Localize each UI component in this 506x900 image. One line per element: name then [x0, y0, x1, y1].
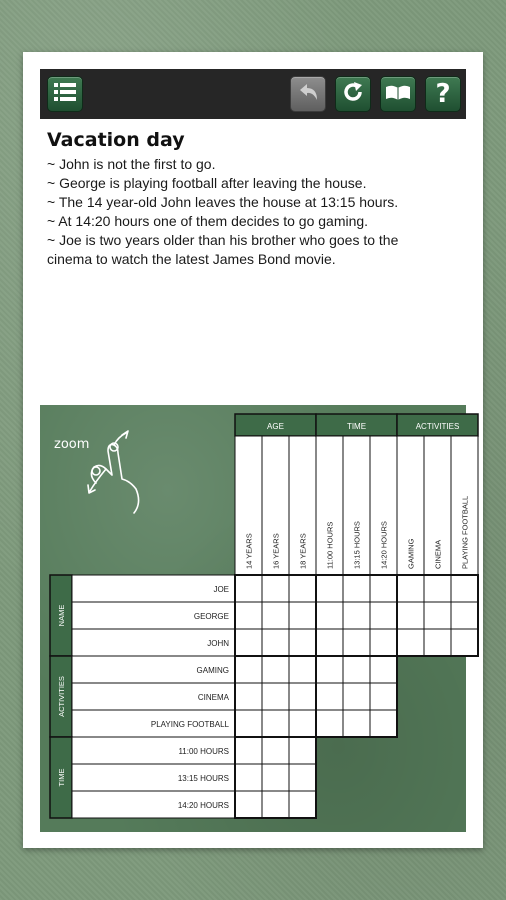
grid-cell[interactable] [370, 656, 397, 683]
clue-line: ~ John is not the first to go. [47, 156, 216, 172]
grid-cell[interactable] [397, 629, 424, 656]
column-group-label: ACTIVITIES [415, 422, 460, 431]
grid-cell[interactable] [343, 656, 370, 683]
logic-grid-board [40, 405, 470, 832]
clue-line: ~ Joe is two years older than his brother who goes to the [47, 232, 399, 248]
column-label: 13:15 HOURS [352, 521, 362, 569]
row-label: 11:00 HOURS [178, 747, 229, 756]
column-label: 18 YEARS [298, 533, 308, 569]
grid-cell[interactable] [289, 683, 316, 710]
list-icon [54, 82, 76, 106]
row-label: 14:20 HOURS [177, 801, 229, 810]
clue-line: cinema to watch the latest James Bond movie. [47, 251, 336, 267]
grid-cell[interactable] [289, 629, 316, 656]
grid-cell[interactable] [370, 683, 397, 710]
grid-cell[interactable] [316, 656, 343, 683]
grid-cell[interactable] [343, 575, 370, 602]
row-label: JOE [213, 585, 229, 594]
grid-cell[interactable] [343, 683, 370, 710]
grid-cell[interactable] [370, 575, 397, 602]
grid-cell[interactable] [289, 656, 316, 683]
puzzle-title: Vacation day [47, 129, 185, 151]
grid-cell[interactable] [289, 764, 316, 791]
row-group-label: ACTIVITIES [57, 676, 66, 717]
grid-cell[interactable] [424, 602, 451, 629]
undo-button[interactable] [290, 76, 326, 112]
grid-cell[interactable] [289, 737, 316, 764]
grid-cell[interactable] [235, 737, 262, 764]
help-label: ? [435, 79, 451, 109]
zoom-label: zoom [54, 437, 90, 452]
grid-cell[interactable] [262, 791, 289, 818]
book-icon [385, 83, 411, 105]
grid-cell[interactable] [451, 629, 478, 656]
row-label: 13:15 HOURS [177, 774, 229, 783]
grid-cell[interactable] [451, 602, 478, 629]
row-label: JOHN [207, 639, 229, 648]
grid-cell[interactable] [235, 683, 262, 710]
grid-cell[interactable] [316, 710, 343, 737]
column-label: 11:00 HOURS [325, 521, 335, 569]
grid-cell[interactable] [262, 764, 289, 791]
grid-cell[interactable] [235, 791, 262, 818]
grid-cell[interactable] [370, 629, 397, 656]
clue-line: ~ The 14 year-old John leaves the house at 13:15 hours. [47, 194, 399, 210]
grid-cell[interactable] [262, 575, 289, 602]
grid-cell[interactable] [262, 737, 289, 764]
grid-cell[interactable] [424, 575, 451, 602]
grid-cell[interactable] [235, 629, 262, 656]
row-group-label: TIME [57, 768, 66, 787]
logic-grid [40, 405, 470, 832]
grid-cell[interactable] [289, 575, 316, 602]
grid-cell[interactable] [289, 710, 316, 737]
column-group-label: TIME [346, 422, 367, 431]
grid-cell[interactable] [343, 629, 370, 656]
column-label: GAMING [406, 538, 416, 569]
column-label: 14 YEARS [244, 533, 254, 569]
grid-cell[interactable] [370, 710, 397, 737]
grid-cell[interactable] [235, 602, 262, 629]
toolbar [40, 69, 466, 119]
grid-cell[interactable] [397, 575, 424, 602]
clue-line: ~ At 14:20 hours one of them decides to go gaming. [47, 213, 369, 229]
grid-cell[interactable] [289, 791, 316, 818]
grid-cell[interactable] [235, 575, 262, 602]
grid-cell[interactable] [262, 683, 289, 710]
grid-cell[interactable] [262, 656, 289, 683]
grid-cell[interactable] [316, 629, 343, 656]
grid-cell[interactable] [343, 602, 370, 629]
rules-button[interactable] [380, 76, 416, 112]
row-label-cell [72, 575, 235, 602]
grid-cell[interactable] [316, 575, 343, 602]
puzzle-card [23, 52, 483, 848]
grid-cell[interactable] [316, 602, 343, 629]
grid-cell[interactable] [343, 710, 370, 737]
grid-cell[interactable] [262, 710, 289, 737]
grid-cell[interactable] [262, 602, 289, 629]
grid-cell[interactable] [289, 602, 316, 629]
column-label: PLAYING FOOTBALL [460, 495, 470, 569]
column-label: CINEMA [433, 539, 443, 569]
grid-cell[interactable] [397, 602, 424, 629]
grid-cell[interactable] [235, 656, 262, 683]
column-label: 16 YEARS [271, 533, 281, 569]
row-label: GEORGE [193, 612, 229, 621]
grid-cell[interactable] [451, 575, 478, 602]
grid-cell[interactable] [235, 710, 262, 737]
clues-panel [47, 129, 467, 269]
undo-arrow-icon [297, 82, 319, 106]
menu-button[interactable] [47, 76, 83, 112]
restart-icon [341, 80, 365, 108]
restart-button[interactable] [335, 76, 371, 112]
clue-line: ~ George is playing football after leaving the house. [47, 175, 367, 191]
grid-cell[interactable] [316, 683, 343, 710]
grid-cell[interactable] [370, 602, 397, 629]
column-group-label: AGE [267, 422, 284, 431]
grid-cell[interactable] [235, 764, 262, 791]
row-label: CINEMA [197, 693, 229, 702]
row-label: PLAYING FOOTBALL [150, 720, 229, 729]
grid-cell[interactable] [424, 629, 451, 656]
help-button[interactable] [425, 76, 461, 112]
grid-cell[interactable] [262, 629, 289, 656]
row-group-label: NAME [57, 604, 66, 627]
row-label: GAMING [196, 666, 229, 675]
column-label: 14:20 HOURS [379, 521, 389, 569]
